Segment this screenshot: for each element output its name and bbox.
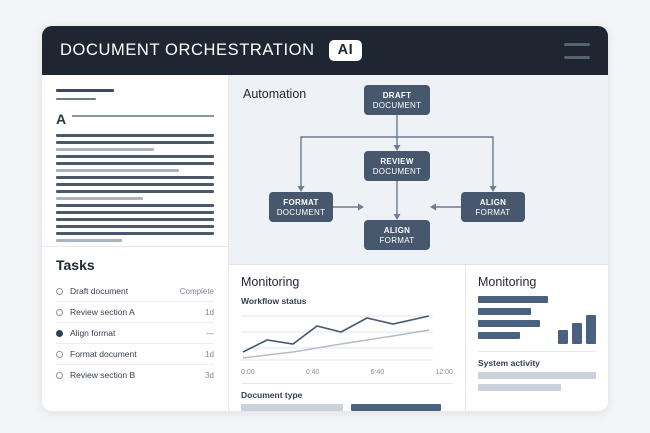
x-tick-1: 0:40 — [305, 369, 320, 376]
task-meta: Complete — [179, 286, 214, 296]
flow-node-align-right-line2: FORMAT — [475, 208, 511, 217]
minibar-1 — [558, 330, 568, 344]
task-status-icon[interactable] — [56, 288, 63, 295]
automation-panel — [229, 75, 608, 265]
right-bar-4 — [478, 332, 520, 339]
task-status-icon[interactable] — [56, 372, 63, 379]
doc-line-1 — [56, 134, 214, 137]
flow-node-format-line2: DOCUMENT — [276, 208, 326, 217]
doc-line-5 — [56, 162, 214, 165]
doc-type-bar-l1 — [241, 404, 343, 411]
monitoring-right-bar-list — [478, 296, 548, 344]
hamburger-menu-icon[interactable] — [564, 43, 590, 59]
doc-line-16 — [56, 239, 122, 242]
doc-drop-cap: A — [56, 111, 67, 127]
document-type-title: Document type — [241, 390, 303, 400]
task-label: Draft document — [70, 286, 129, 296]
chart-x-axis-labels — [241, 369, 453, 376]
right-bar-1 — [478, 296, 548, 303]
flow-node-draft-line2: DOCUMENT — [372, 101, 422, 110]
x-tick-2: 6:40 — [370, 369, 385, 376]
doc-line-7 — [56, 176, 214, 179]
tasks-list — [56, 281, 214, 385]
doc-line-12 — [56, 211, 214, 214]
task-row[interactable] — [56, 323, 214, 344]
doc-line-9 — [56, 190, 214, 193]
workflow-status-chart[interactable] — [241, 310, 453, 376]
app-titlebar — [42, 26, 608, 75]
doc-body-lines — [56, 134, 214, 247]
flow-node-align-bottom-line2: FORMAT — [379, 236, 415, 245]
left-column — [42, 75, 229, 411]
system-activity-bar-1 — [478, 372, 596, 379]
flow-node-align-format-right[interactable] — [461, 192, 525, 222]
flow-node-align-right-line1: ALIGN — [479, 198, 507, 207]
task-label: Format document — [70, 349, 137, 359]
doc-line-6 — [56, 169, 179, 172]
task-status-icon[interactable] — [56, 309, 63, 316]
tasks-title: Tasks — [56, 257, 95, 273]
doc-type-bar-r1 — [351, 404, 441, 411]
monitoring-right-divider — [478, 351, 596, 352]
task-row[interactable] — [56, 281, 214, 302]
monitoring-left-divider — [241, 383, 453, 384]
minibar-3 — [586, 315, 596, 344]
task-label: Review section B — [70, 370, 136, 380]
right-bar-2 — [478, 308, 531, 315]
minibar-2 — [572, 323, 582, 344]
app-body — [42, 75, 608, 411]
flow-node-review-document[interactable] — [364, 151, 430, 181]
doc-line-11 — [56, 204, 214, 207]
doc-heading-rule-2 — [56, 98, 96, 100]
doc-title-rule — [72, 115, 214, 117]
task-meta: 1d — [205, 307, 214, 317]
task-meta: 1d — [205, 349, 214, 359]
right-column — [229, 75, 608, 411]
task-meta: 3d — [205, 370, 214, 380]
doc-line-4 — [56, 155, 214, 158]
doc-line-10 — [56, 197, 143, 200]
automation-title: Automation — [243, 87, 307, 101]
line-series-2 — [243, 330, 429, 358]
flow-node-review-line2: DOCUMENT — [372, 167, 422, 176]
task-status-icon[interactable] — [56, 351, 63, 358]
document-type-bars-right — [351, 404, 453, 411]
doc-line-8 — [56, 183, 214, 186]
document-type-bars-left — [241, 404, 343, 411]
right-bar-3 — [478, 320, 540, 327]
task-label: Align format — [70, 328, 116, 338]
monitoring-panel-left — [229, 265, 466, 411]
system-activity-bar-2 — [478, 384, 561, 391]
monitoring-right-charts — [478, 296, 596, 344]
monitoring-left-title: Monitoring — [241, 275, 300, 289]
task-meta: — — [206, 328, 214, 338]
flow-node-format-line1: FORMAT — [283, 198, 319, 207]
monitoring-panel-right — [466, 265, 608, 411]
page-title: DOCUMENT ORCHESTRATION — [60, 41, 315, 59]
document-preview[interactable] — [42, 75, 228, 247]
line-chart-svg — [241, 310, 433, 362]
monitoring-right-minibars[interactable] — [558, 310, 596, 344]
flow-node-align-format-bottom[interactable] — [364, 220, 430, 250]
flow-node-align-bottom-line1: ALIGN — [383, 226, 411, 235]
system-activity-title: System activity — [478, 358, 540, 368]
flow-node-format-document[interactable] — [269, 192, 333, 222]
doc-line-14 — [56, 225, 214, 228]
task-row[interactable] — [56, 365, 214, 385]
flow-node-draft-line1: DRAFT — [382, 91, 412, 100]
doc-line-2 — [56, 141, 214, 144]
flow-node-draft-document[interactable] — [364, 85, 430, 115]
doc-line-13 — [56, 218, 214, 221]
ai-badge: AI — [329, 40, 363, 62]
menu-bar-2 — [564, 56, 590, 59]
automation-flow-diagram — [229, 75, 608, 264]
task-label: Review section A — [70, 307, 135, 317]
doc-line-3 — [56, 148, 154, 151]
doc-line-15 — [56, 232, 214, 235]
menu-bar-1 — [564, 43, 590, 46]
flow-node-review-line1: REVIEW — [380, 157, 414, 166]
monitoring-right-title: Monitoring — [478, 275, 537, 289]
workflow-status-title: Workflow status — [241, 296, 307, 306]
task-row[interactable] — [56, 344, 214, 365]
x-tick-3: 12:00 — [435, 369, 453, 376]
task-status-icon[interactable] — [56, 330, 63, 337]
x-tick-0: 0:00 — [241, 369, 255, 376]
document-type-bars — [241, 404, 453, 411]
tasks-panel — [42, 247, 228, 411]
app-window — [42, 26, 608, 411]
monitoring-row — [229, 265, 608, 411]
task-row[interactable] — [56, 302, 214, 323]
